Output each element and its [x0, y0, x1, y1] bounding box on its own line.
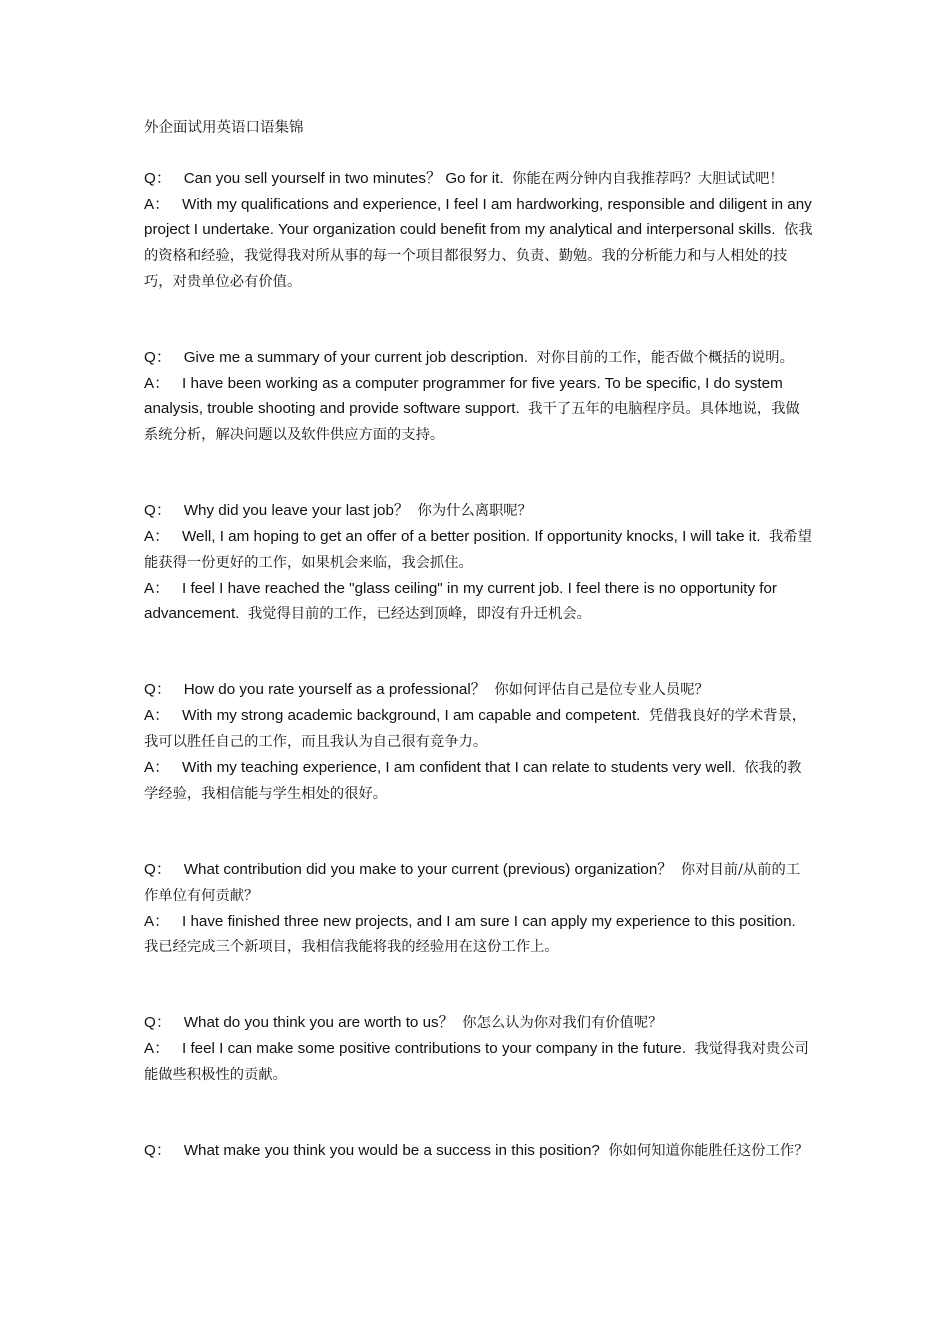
answer-line [144, 909, 814, 960]
question-line [144, 345, 814, 371]
question-line [144, 857, 814, 909]
question-prefix: Q： [144, 681, 172, 698]
qa-block [144, 166, 814, 295]
answer-english: With my teaching experience, I am confident that I can relate to students very well. [182, 759, 736, 776]
qa-block [144, 857, 814, 960]
answer-line [144, 192, 814, 295]
question-prefix: Q： [144, 349, 172, 366]
answer-prefix: A： [144, 375, 170, 392]
question-line [144, 1138, 814, 1164]
answer-prefix: A： [144, 580, 170, 597]
qa-block [144, 1138, 814, 1164]
answer-chinese: 我已经完成三个新项目，我相信我能将我的经验用在这份工作上。 [144, 939, 559, 955]
question-line [144, 166, 814, 192]
answer-english: Well, I am hoping to get an offer of a better position. If opportunity knocks, I will take it. [182, 528, 761, 545]
answer-line [144, 755, 814, 807]
question-english: What make you think you would be a success in this position? [183, 1142, 600, 1159]
qa-list [144, 166, 814, 1164]
question-chinese: 你怎么认为你对我们有价值呢？ [462, 1015, 663, 1031]
question-prefix: Q： [144, 861, 172, 878]
question-chinese: 你能在两分钟内自我推荐吗？大胆试试吧！ [512, 171, 784, 187]
question-english: What do you think you are worth to us？ [183, 1014, 454, 1031]
answer-prefix: A： [144, 707, 170, 724]
qa-block [144, 677, 814, 807]
question-english: How do you rate yourself as a professional？ [183, 681, 486, 698]
answer-line [144, 1036, 814, 1088]
answer-chinese: 我觉得我对贵公司能做些积极性的贡献。 [144, 1041, 809, 1083]
qa-block [144, 345, 814, 448]
question-english: Can you sell yourself in two minutes？ Go for it. [183, 170, 504, 187]
answer-chinese: 我希望能获得一份更好的工作，如果机会来临，我会抓住。 [144, 529, 812, 571]
question-chinese: 你如何知道你能胜任这份工作？ [608, 1143, 809, 1159]
question-chinese: 对你目前的工作，能否做个概括的说明。 [536, 350, 794, 366]
question-line [144, 677, 814, 703]
document-body [144, 116, 814, 1214]
answer-english: I have finished three new projects, and I am sure I can apply my experience to this position. [182, 913, 796, 930]
document-title: 外企面试用英语口语集锦 [144, 120, 304, 136]
answer-english: I have been working as a computer programmer for five years. To be specific, I do system analysis, trouble shooting and provide software support. [144, 375, 783, 417]
question-prefix: Q： [144, 170, 172, 187]
answer-chinese: 凭借我良好的学术背景，我可以胜任自己的工作，而且我认为自己很有竞争力。 [144, 708, 807, 750]
answer-english: I feel I can make some positive contributions to your company in the future. [182, 1040, 686, 1057]
answer-chinese: 依我的教学经验，我相信能与学生相处的很好。 [144, 760, 802, 802]
answer-english: With my qualifications and experience, I feel I am hardworking, responsible and diligent in any project I undertake. Your organization could benefit from my analytical and interpersonal skills. [144, 196, 812, 238]
question-prefix: Q： [144, 502, 172, 519]
answer-prefix: A： [144, 528, 170, 545]
question-chinese: 你对目前/从前的工作单位有何贡献？ [144, 862, 801, 904]
answer-chinese: 依我的资格和经验，我觉得我对所从事的每一个项目都很努力、负责、勤勉。我的分析能力和与人相处的技巧，对贵单位必有价值。 [144, 222, 813, 290]
question-chinese: 你为什么离职呢？ [417, 503, 532, 519]
question-english: Why did you leave your last job？ [183, 502, 410, 519]
answer-english: With my strong academic background, I am capable and competent. [182, 707, 641, 724]
question-prefix: Q： [144, 1142, 172, 1159]
answer-chinese: 我干了五年的电脑程序员。具体地说，我做系统分析，解决问题以及软件供应方面的支持。 [144, 401, 800, 443]
question-prefix: Q： [144, 1014, 172, 1031]
answer-prefix: A： [144, 196, 170, 213]
qa-block [144, 1010, 814, 1088]
answer-prefix: A： [144, 759, 170, 776]
answer-line [144, 371, 814, 448]
answer-prefix: A： [144, 913, 170, 930]
question-chinese: 你如何评估自己是位专业人员呢？ [494, 682, 709, 698]
question-english: Give me a summary of your current job description. [183, 349, 529, 366]
answer-line [144, 524, 814, 576]
question-line [144, 498, 814, 524]
answer-chinese: 我觉得目前的工作，已经达到顶峰，即沒有升迁机会。 [247, 606, 591, 622]
qa-block [144, 498, 814, 627]
question-line [144, 1010, 814, 1036]
answer-line [144, 576, 814, 627]
answer-english: I feel I have reached the "glass ceiling" in my current job. I feel there is no opportunity for advancement. [144, 580, 777, 622]
answer-line [144, 703, 814, 755]
answer-prefix: A： [144, 1040, 170, 1057]
question-english: What contribution did you make to your current (previous) organization？ [183, 861, 673, 878]
